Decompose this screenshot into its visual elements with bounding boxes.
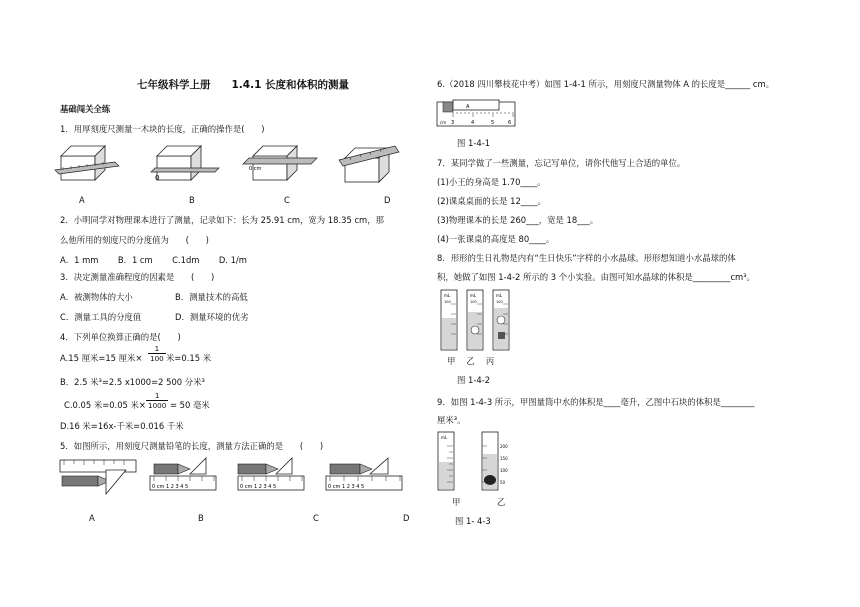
q3-option-c: C．测量工具的分度值: [60, 312, 142, 322]
q9-scale-150: 150: [500, 456, 508, 461]
question-8-line1: 8．形形的生日礼物是内有“生日快乐”字样的小水晶球。形形想知道小水晶球的体: [437, 253, 736, 263]
question-9-line1: 9．如图 1-4-3 所示，甲图量筒中水的体积是____毫升，乙图中石块的体积是________: [437, 397, 755, 407]
question-8-line2: 积，她做了如图 1-4-2 所示的 3 个小实验。由图可知水晶球的体积是_________cm³。: [437, 272, 755, 282]
svg-text:mL: mL: [444, 293, 451, 298]
q9-figure-caption: 图 1- 4-3: [455, 516, 491, 526]
question-4: 4．下列单位换算正确的是( ): [60, 332, 181, 342]
q7-item-2: (2)课桌桌面的长是 12____。: [437, 196, 546, 206]
q6-figure-caption: 图 1-4-1: [457, 138, 491, 148]
q4-option-a-post: 米=0.15 米: [166, 353, 212, 363]
q1-figure-c: [243, 146, 317, 180]
q7-item-4: (4)一张课桌的高度是 80____。: [437, 234, 555, 244]
q6-ruler-unit: cm: [440, 120, 447, 125]
q5-pencil-figures: [60, 458, 420, 506]
q5-figure-c: [238, 458, 304, 490]
fraction-numerator: 1: [154, 344, 160, 353]
q8-cylinder-bing: [493, 290, 509, 350]
q9-scale-100: 100: [500, 468, 508, 473]
question-2-options: A．1 mm B．1 cm C.1dm D. 1/m: [60, 255, 247, 265]
fraction-denominator: 1000: [148, 401, 167, 411]
q4-option-d: D.16 米=16x-千米=0.016 千米: [60, 421, 184, 431]
q1-figure-b: [151, 146, 219, 182]
q4-option-c-fraction: [146, 392, 168, 409]
section-label: 基础闯关全练: [60, 104, 111, 114]
svg-text:100: 100: [496, 300, 503, 304]
q1-ruler-figures: [55, 140, 435, 190]
svg-text:0 cm 1 2 3 4 5: 0 cm 1 2 3 4 5: [328, 484, 365, 490]
q7-item-1: (1)小王的身高是 1.70____。: [437, 177, 546, 187]
q4-option-b: B．2.5 米³=2.5 x1000=2 500 分米³: [60, 377, 205, 387]
q3-option-b: B．测量技术的高低: [175, 292, 248, 302]
question-7: 7．某同学做了一些测量，忘记写单位，请你代他写上合适的单位。: [437, 158, 686, 168]
svg-text:0: 0: [155, 173, 160, 182]
question-9-line2: 厘米³。: [437, 415, 466, 425]
q9-label-yi: 乙: [497, 497, 506, 507]
svg-text:mL: mL: [496, 293, 503, 298]
svg-text:0 cm 1 2 3 4 5: 0 cm 1 2 3 4 5: [240, 484, 277, 490]
svg-text:0 cm 1 2 3 4 5: 0 cm 1 2 3 4 5: [152, 484, 189, 490]
question-5: 5．如图所示，用刻度尺测量铅笔的长度，测量方法正确的是 ( ): [60, 441, 324, 451]
q6-object-label: A: [466, 104, 470, 110]
svg-text:mL: mL: [470, 293, 477, 298]
q5-figure-a: [60, 460, 136, 494]
q9-cylinder-yi: [482, 432, 508, 490]
q5-option-a: A: [89, 513, 95, 523]
q9-cylinder-figures: [438, 432, 518, 492]
q4-option-a-fraction: [148, 345, 166, 362]
page-title: 七年级科学上册 1.4.1 长度和体积的测量: [137, 79, 350, 91]
q9-label-jia: 甲: [452, 497, 461, 507]
svg-text:100: 100: [470, 300, 477, 304]
q1-figure-a: [55, 146, 119, 180]
q5-figure-d: [326, 458, 402, 490]
q6-ruler-label-5: 5: [491, 120, 495, 126]
q9-cylinder-unit: mL: [441, 435, 448, 440]
question-2-line2: 么他所用的刻度尺的分度值为 ( ): [60, 235, 209, 245]
q4-option-c-pre: C.0.05 米=0.05 米×: [64, 400, 146, 410]
question-1: 1．用厚刻度尺测量一木块的长度，正确的操作是( ): [60, 124, 265, 134]
q4-option-c-post: = 50 毫米: [170, 400, 210, 410]
q7-item-3: (3)物理课本的长是 260___，宽是 18___。: [437, 215, 599, 225]
q6-ruler-label-3: 3: [451, 120, 455, 126]
q5-option-b: B: [198, 513, 204, 523]
q1-option-d: D: [384, 195, 391, 205]
q9-cylinder-jia: [438, 432, 454, 490]
q8-figure-caption: 图 1-4-2: [457, 375, 491, 385]
question-6: 6.（2018 四川攀枝花中考）如图 1-4-1 所示，用刻度尺测量物体 A 的长度是______ cm。: [437, 79, 775, 89]
q3-option-a: A．被测物体的大小: [60, 292, 133, 302]
q5-option-d: D: [403, 513, 410, 523]
q9-scale-50: 50: [500, 480, 506, 485]
q1-option-a: A: [79, 195, 85, 205]
q8-cylinder-yi: [467, 290, 483, 350]
q8-cylinder-jia: [441, 290, 457, 350]
q8-cylinder-figures: [441, 290, 513, 352]
q9-scale-200: 200: [500, 444, 508, 449]
q6-ruler-label-6: 6: [508, 120, 512, 126]
q8-figure-labels: 甲 乙 丙: [447, 356, 495, 366]
q4-option-a-pre: A.15 厘米=15 厘米×: [60, 353, 143, 363]
fraction-denominator: 100: [150, 354, 164, 364]
svg-text:100: 100: [444, 300, 451, 304]
q6-ruler-figure: [437, 98, 517, 130]
q1-option-c: C: [284, 195, 290, 205]
q5-option-c: C: [313, 513, 319, 523]
fraction-numerator: 1: [154, 391, 160, 400]
q3-option-d: D．测量环境的优劣: [175, 312, 249, 322]
q6-ruler-label-4: 4: [471, 120, 475, 126]
q5-figure-b: [150, 458, 216, 490]
question-3: 3．决定测量准确程度的因素是 ( ): [60, 272, 215, 282]
question-2-line1: 2．小明同学对物理课本进行了测量，记录如下：长为 25.91 cm，宽为 18.35 cm，那: [60, 215, 384, 225]
q1-option-b: B: [189, 195, 195, 205]
q1-figure-d: [339, 146, 399, 182]
svg-text:0 cm: 0 cm: [249, 166, 262, 172]
